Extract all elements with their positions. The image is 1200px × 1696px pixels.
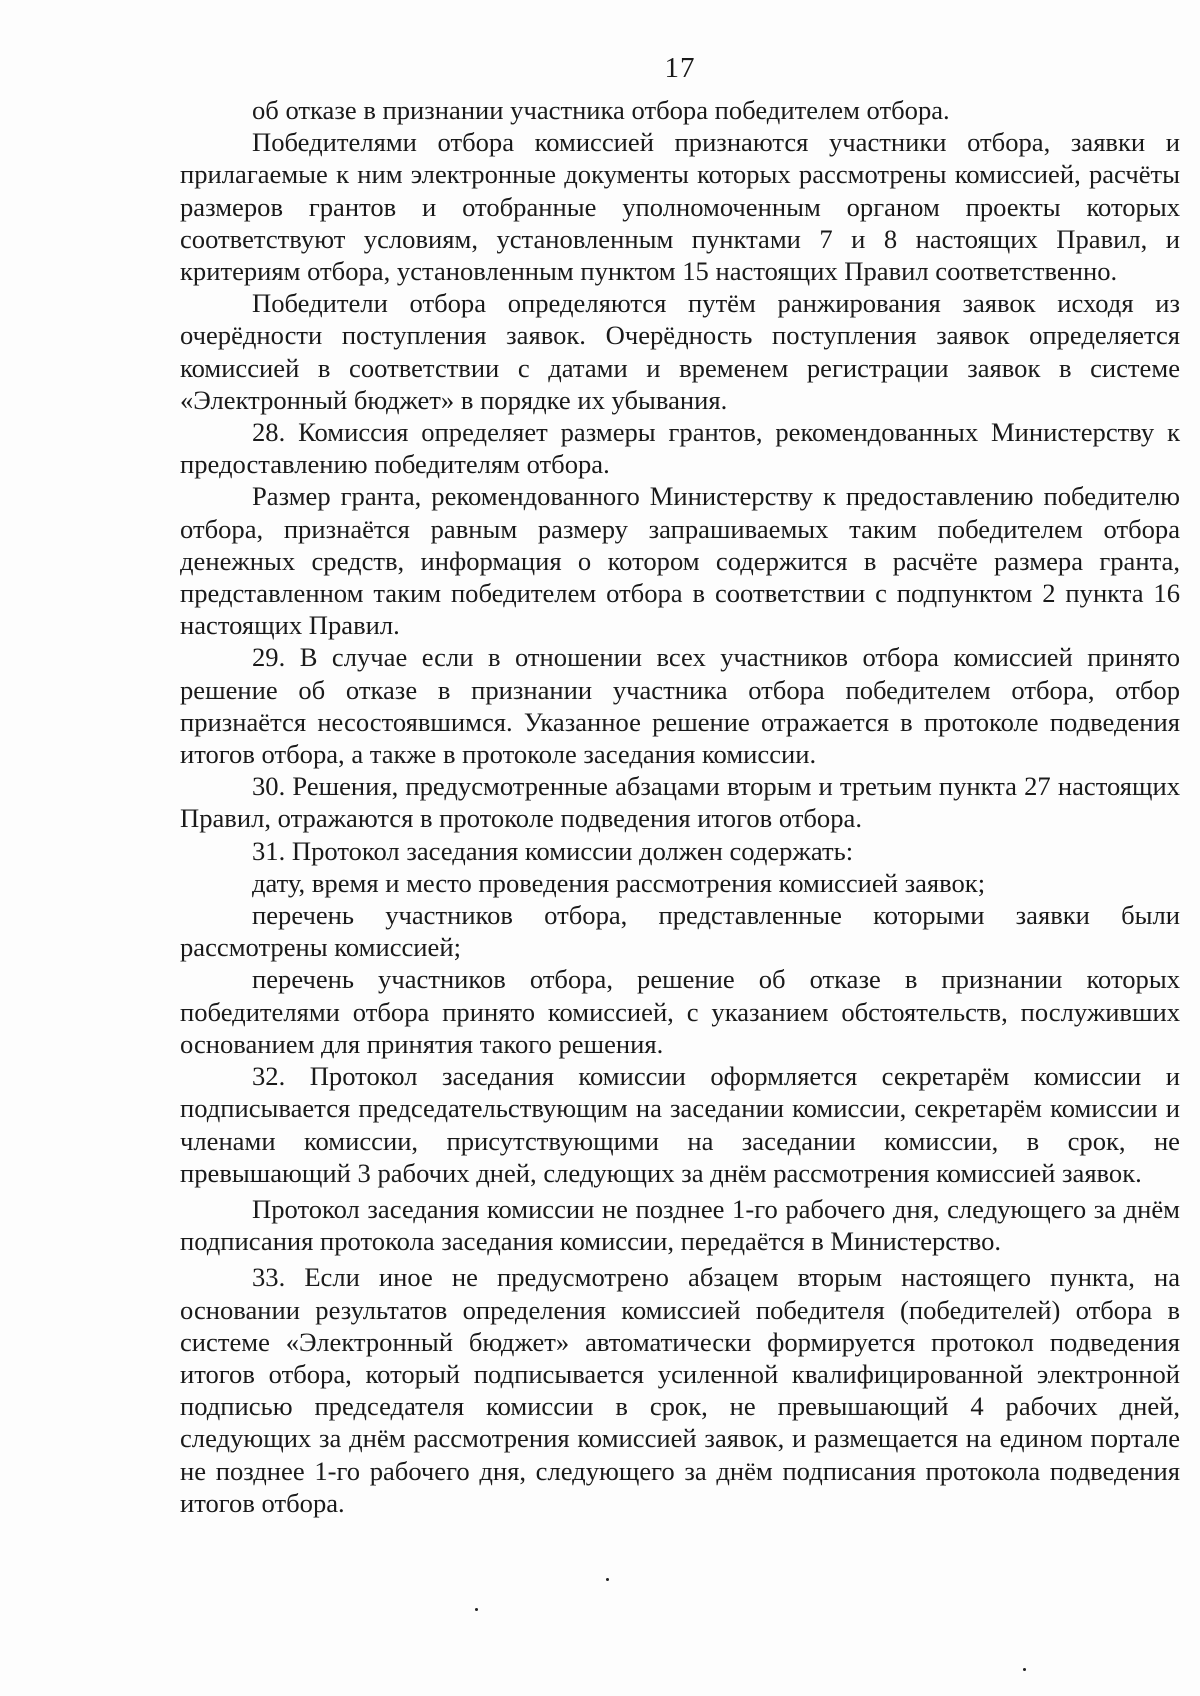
- paragraph-8: 31. Протокол заседания комиссии должен содержать:: [252, 835, 854, 866]
- paragraph-5: Размер гранта, рекомендованного Министерству к предоставлению победителю отбора, признаётся равным размеру запрашиваемых таким победителем отбора денежных средств, информация о котором содержится в расчёте размера гранта, представленном таким победителем отбора в соответствии с подпунктом 2 пункта 16 настоящих Правил.: [180, 481, 1180, 641]
- paragraph-4: 28. Комиссия определяет размеры грантов, рекомендованных Министерству к предоставлению победителям отбора.: [180, 417, 1180, 480]
- paragraph-11: перечень участников отбора, решение об отказе в признании которых победителями отбора принято комиссией, с указанием обстоятельств, послуживших основанием для принятия такого решения.: [180, 964, 1180, 1059]
- paragraph-1: об отказе в признании участника отбора победителем отбора.: [252, 95, 950, 125]
- paragraph-6: 29. В случае если в отношении всех участников отбора комиссией принято решение об отказе в признании участника отбора победителем отбора, отбор признаётся несостоявшимся. Указанное решение отражается в протоколе подведения итогов отбора, а также в протоколе заседания комиссии.: [180, 642, 1180, 770]
- paragraph-3: Победители отбора определяются путём ранжирования заявок исходя из очерёдности поступления заявок. Очерёдность поступления заявок определяется комиссией в соответствии с датами и временем регистрации заявок в системе «Электронный бюджет» в порядке их убывания.: [180, 288, 1180, 415]
- scan-speck: [475, 1608, 478, 1611]
- paragraph-9: дату, время и место проведения рассмотрения комиссией заявок;: [252, 867, 986, 898]
- paragraph-7: 30. Решения, предусмотренные абзацами вторым и третьим пункта 27 настоящих Правил, отражаются в протоколе подведения итогов отбора.: [180, 771, 1180, 834]
- paragraph-12: 32. Протокол заседания комиссии оформляется секретарём комиссии и подписывается председательствующим на заседании комиссии, секретарём комиссии и членами комиссии, присутствующими на заседании комиссии, в срок, не превышающий 3 рабочих дней, следующих за днём рассмотрения комиссией заявок.: [180, 1061, 1180, 1188]
- page-number: 17: [664, 52, 696, 84]
- paragraph-13: Протокол заседания комиссии не позднее 1-го рабочего дня, следующего за днём подписания протокола заседания комиссии, передаётся в Министерство.: [180, 1193, 1180, 1257]
- document-body: [180, 94, 1180, 1519]
- paragraph-2: Победителями отбора комиссией признаются участники отбора, заявки и прилагаемые к ним электронные документы которых рассмотрены комиссией, расчёты размеров грантов и отобранные уполномоченным органом проекты которых соответствуют условиям, установленным пунктами 7 и 8 настоящих Правил, и критериям отбора, установленным пунктом 15 настоящих Правил соответственно.: [180, 127, 1180, 287]
- scan-speck: [1023, 1668, 1026, 1671]
- scan-speck: [606, 1578, 609, 1581]
- paragraph-10: перечень участников отбора, представленные которыми заявки были рассмотрены комиссией;: [180, 900, 1180, 963]
- paragraph-14: 33. Если иное не предусмотрено абзацем вторым настоящего пункта, на основании результатов определения комиссией победителя (победителей) отбора в системе «Электронный бюджет» автоматически формируется протокол подведения итогов отбора, который подписывается усиленной квалифицированной электронной подписью председателя комиссии в срок, не превышающий 4 рабочих дней, следующих за днём рассмотрения комиссией заявок, и размещается на едином портале не позднее 1-го рабочего дня, следующего за днём подписания протокола подведения итогов отбора.: [180, 1262, 1180, 1518]
